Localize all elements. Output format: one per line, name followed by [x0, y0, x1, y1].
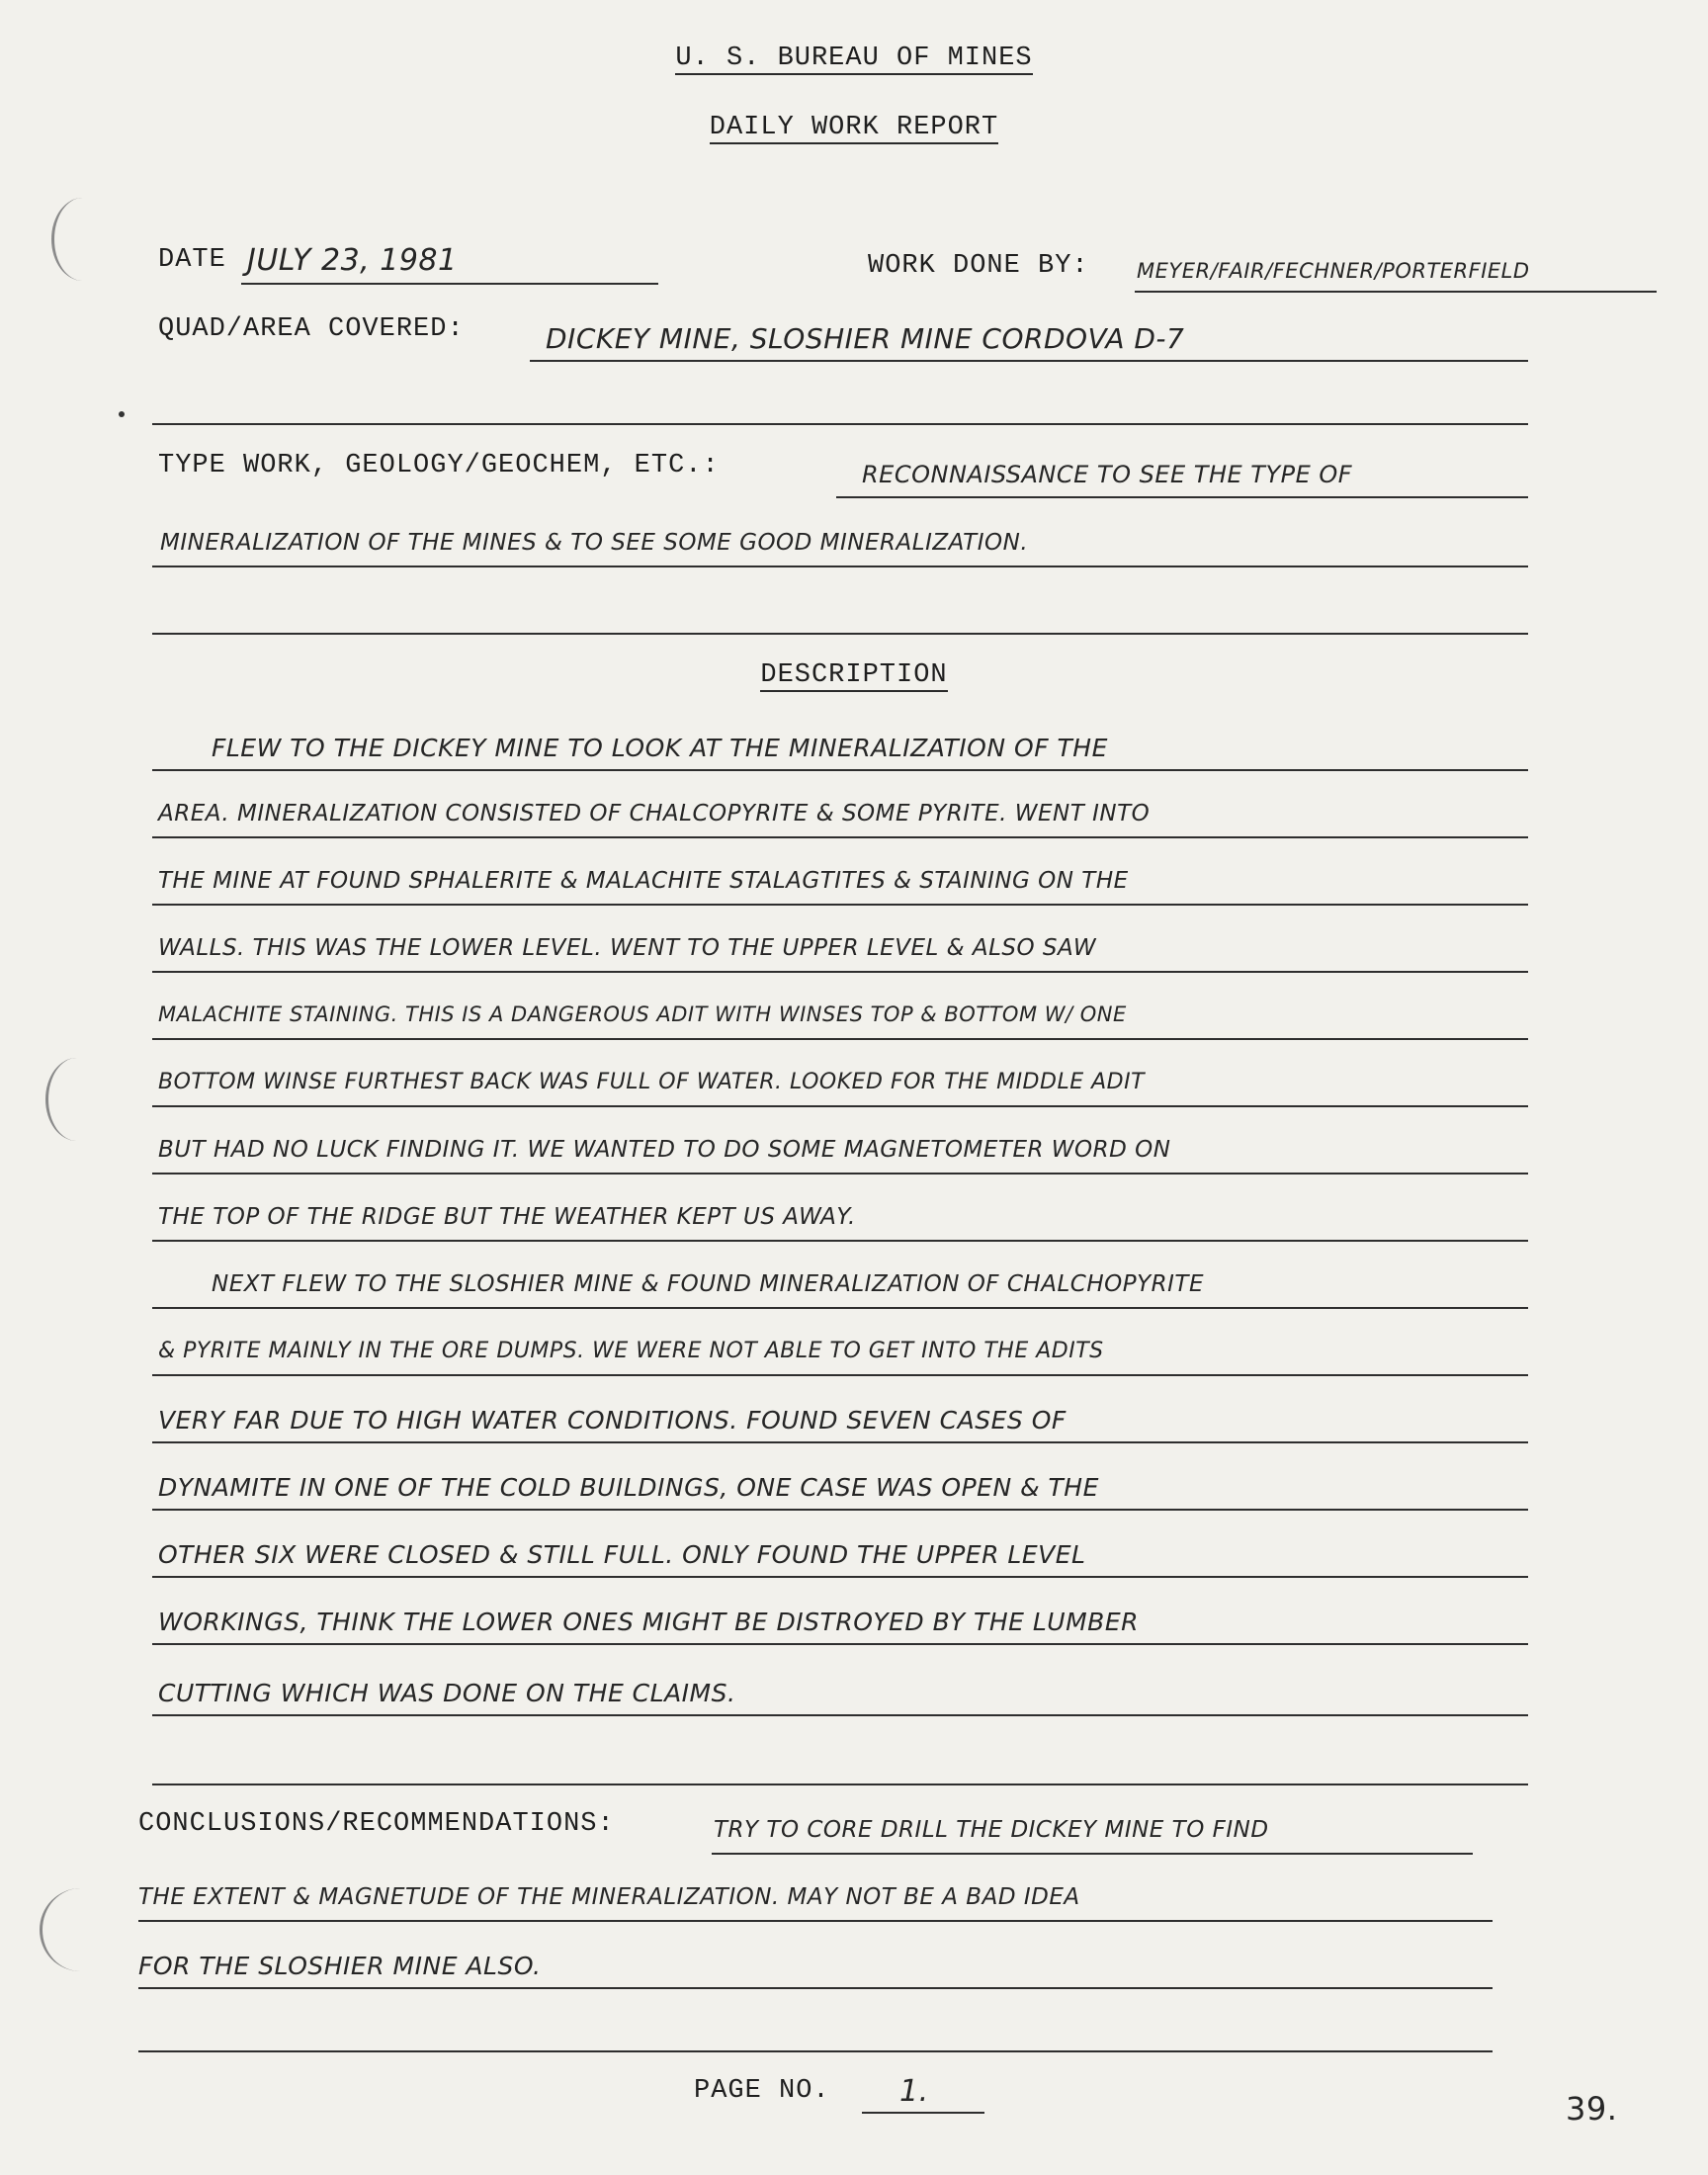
conclusions-line-1: [712, 1853, 1473, 1855]
sheet-number: 39.: [1566, 2090, 1618, 2128]
description-line: AREA. MINERALIZATION CONSISTED OF CHALCOPYRITE & SOME PYRITE. WENT INTO: [158, 801, 1151, 826]
description-rule: [152, 1038, 1528, 1040]
punch-hole-mark-top: [51, 198, 114, 281]
report-title-row: [0, 113, 1708, 142]
description-line: OTHER SIX WERE CLOSED & STILL FULL. ONLY FOUND THE UPPER LEVEL: [158, 1540, 1086, 1569]
type-work-line-2: [152, 566, 1528, 567]
conclusions-blank-line: [138, 2050, 1493, 2052]
description-heading-row: [0, 660, 1708, 690]
description-rule: [152, 1509, 1528, 1511]
punch-hole-mark-bottom: [40, 1888, 122, 1971]
description-rule: [152, 1441, 1528, 1443]
description-heading: DESCRIPTION: [760, 660, 948, 690]
conclusions-line-2: [138, 1920, 1493, 1922]
conclusions-label: CONCLUSIONS/RECOMMENDATIONS:: [138, 1809, 615, 1839]
work-done-by-value: MEYER/FAIR/FECHNER/PORTERFIELD: [1137, 259, 1530, 283]
type-work-blank-line: [152, 633, 1528, 635]
type-work-label: TYPE WORK, GEOLOGY/GEOCHEM, ETC.:: [158, 451, 720, 480]
type-work-text-2: MINERALIZATION OF THE MINES & TO SEE SOME GOOD MINERALIZATION.: [160, 530, 1029, 556]
description-rule: [152, 769, 1528, 771]
description-line: MALACHITE STAINING. THIS IS A DANGEROUS ADIT WITH WINSES TOP & BOTTOM W/ ONE: [158, 1002, 1127, 1026]
stray-dot: [119, 411, 125, 417]
date-line: [241, 283, 658, 285]
page-no-line: [862, 2112, 984, 2114]
description-rule: [152, 1240, 1528, 1242]
quad-area-label: QUAD/AREA COVERED:: [158, 314, 465, 344]
description-rule: [152, 904, 1528, 906]
description-rule: [152, 1307, 1528, 1309]
date-value: JULY 23, 1981: [247, 243, 458, 278]
type-work-text-1: RECONNAISSANCE TO SEE THE TYPE OF: [862, 461, 1353, 488]
description-rule: [152, 1374, 1528, 1376]
report-title: DAILY WORK REPORT: [709, 113, 999, 142]
description-line: BOTTOM WINSE FURTHEST BACK WAS FULL OF WATER. LOOKED FOR THE MIDDLE ADIT: [158, 1070, 1146, 1094]
description-line: THE TOP OF THE RIDGE BUT THE WEATHER KEPT US AWAY.: [158, 1204, 856, 1230]
description-line: FLEW TO THE DICKEY MINE TO LOOK AT THE MINERALIZATION OF THE: [212, 734, 1108, 762]
report-header: [0, 44, 1708, 73]
page-no-label: PAGE NO.: [694, 2076, 830, 2106]
description-rule: [152, 836, 1528, 838]
conclusions-text-2: THE EXTENT & MAGNETUDE OF THE MINERALIZATION. MAY NOT BE A BAD IDEA: [138, 1884, 1080, 1910]
description-line: CUTTING WHICH WAS DONE ON THE CLAIMS.: [158, 1679, 736, 1707]
type-work-line-1: [836, 496, 1528, 498]
description-line: WALLS. THIS WAS THE LOWER LEVEL. WENT TO THE UPPER LEVEL & ALSO SAW: [158, 935, 1097, 961]
description-blank-line: [152, 1784, 1528, 1785]
quad-area-value: DICKEY MINE, SLOSHIER MINE CORDOVA D-7: [546, 322, 1185, 355]
punch-hole-mark-middle: [45, 1058, 108, 1141]
description-rule: [152, 1714, 1528, 1716]
description-line: & PYRITE MAINLY IN THE ORE DUMPS. WE WERE NOT ABLE TO GET INTO THE ADITS: [158, 1339, 1104, 1363]
description-line: DYNAMITE IN ONE OF THE COLD BUILDINGS, ONE CASE WAS OPEN & THE: [158, 1473, 1099, 1502]
work-done-by-label: WORK DONE BY:: [868, 251, 1089, 281]
date-label: DATE: [158, 245, 226, 275]
description-rule: [152, 1576, 1528, 1578]
conclusions-text-1: TRY TO CORE DRILL THE DICKEY MINE TO FIND: [714, 1817, 1269, 1843]
description-line: THE MINE AT FOUND SPHALERITE & MALACHITE STALAGTITES & STAINING ON THE: [158, 868, 1129, 894]
description-rule: [152, 971, 1528, 973]
quad-area-line: [530, 360, 1528, 362]
description-rule: [152, 1105, 1528, 1107]
description-rule: [152, 1173, 1528, 1174]
quad-area-blank-line: [152, 423, 1528, 425]
work-done-by-line: [1135, 291, 1657, 293]
conclusions-line-3: [138, 1987, 1493, 1989]
description-line: NEXT FLEW TO THE SLOSHIER MINE & FOUND MINERALIZATION OF CHALCHOPYRITE: [212, 1271, 1204, 1297]
description-line: WORKINGS, THINK THE LOWER ONES MIGHT BE DISTROYED BY THE LUMBER: [158, 1608, 1139, 1636]
description-rule: [152, 1643, 1528, 1645]
description-line: BUT HAD NO LUCK FINDING IT. WE WANTED TO DO SOME MAGNETOMETER WORD ON: [158, 1137, 1171, 1163]
page-no-value: 1.: [899, 2074, 929, 2109]
agency-title: U. S. BUREAU OF MINES: [675, 44, 1033, 73]
conclusions-text-3: FOR THE SLOSHIER MINE ALSO.: [138, 1952, 542, 1980]
description-line: VERY FAR DUE TO HIGH WATER CONDITIONS. FOUND SEVEN CASES OF: [158, 1406, 1067, 1435]
